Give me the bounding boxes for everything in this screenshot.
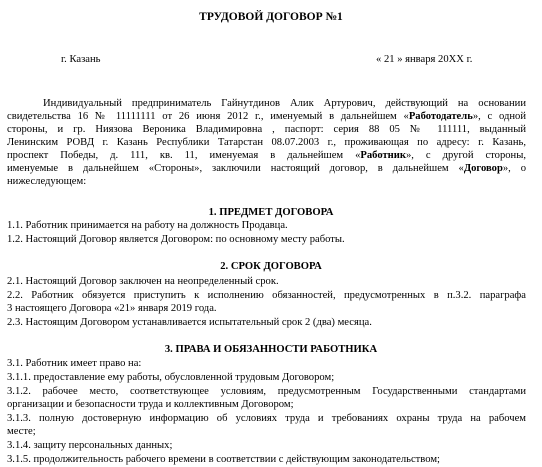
- clause: 2.3. Настоящим Договором устанавливается испытательный срок 2 (два) месяца.: [7, 317, 372, 328]
- clause: 2.1. Настоящий Договор заключен на неопределенный срок.: [7, 276, 279, 287]
- clause: 3.1. Работник имеет право на:: [7, 358, 142, 369]
- employer-term: Работодатель: [408, 111, 473, 122]
- preamble-text: проспект Победы, д. 111, кв. 11, именуемая в дальнейшем «: [7, 150, 361, 161]
- section-heading: 2. СРОК ДОГОВОРА: [220, 261, 322, 272]
- clause: 2.2. Работник обязуется приступить к исполнению обязанностей, предусмотренных в п.3.2. параграфа: [7, 290, 526, 301]
- clause: 1.2. Настоящий Договор является Договором: по основному месту работы.: [7, 234, 345, 245]
- preamble-text: », о: [502, 163, 526, 174]
- preamble-line: [7, 149, 526, 162]
- preamble-line: Ленинским РОВД г. Казань Республики Татарстан 08.07.2003 г., проживающая по адресу: г. Казань,: [7, 137, 526, 148]
- clause: месте;: [7, 426, 36, 437]
- clause: 3 настоящего Договора «21» января 2019 года.: [7, 303, 217, 314]
- preamble-line: [7, 162, 526, 175]
- clause-paragraph: [7, 289, 526, 315]
- preamble-line: Индивидуальный предприниматель Гайнутдинов Алик Артурович, действующий на основании: [43, 98, 526, 109]
- preamble-line: [7, 110, 526, 123]
- clause: 3.1.3. полную достоверную информацию об условиях труда и требованиях охраны труда на рабочем: [7, 413, 526, 424]
- clause-paragraph: [7, 412, 526, 438]
- clause: организации и безопасности труда и коллективным Договором;: [7, 399, 294, 410]
- preamble-paragraph: [7, 97, 526, 188]
- preamble-line: нижеследующем:: [7, 176, 87, 187]
- clause: 3.1.5. продолжительность рабочего времени в соответствии с действующим законодательством;: [7, 454, 440, 465]
- clause-paragraph: [7, 385, 526, 411]
- clause: 3.1.4. защиту персональных данных;: [7, 440, 173, 451]
- preamble-text: именуемые в дальнейшем «Стороны», заключили настоящий договор, в дальнейшем «: [7, 163, 464, 174]
- preamble-text: свидетельства 16 № 11111111 от 26 июня 2012 г., именуемый в дальнейшем «: [7, 111, 409, 122]
- document-date: « 21 » января 20XX г.: [376, 54, 473, 65]
- preamble-text: », с другой стороны,: [406, 150, 526, 161]
- clause: 3.1.1. предоставление ему работы, обусловленной трудовым Договором;: [7, 372, 335, 383]
- document-city: г. Казань: [61, 54, 101, 65]
- section-heading: 3. ПРАВА И ОБЯЗАННОСТИ РАБОТНИКА: [164, 344, 378, 355]
- preamble-text: », с одной: [472, 111, 526, 122]
- document-title: ТРУДОВОЙ ДОГОВОР №1: [199, 11, 343, 23]
- employee-term: Работник: [360, 150, 406, 161]
- clause: 1.1. Работник принимается на работу на должность Продавца.: [7, 220, 288, 231]
- clause: 3.1.2. рабочее место, соответствующее условиям, предусмотренным Государственными стандартами: [7, 386, 526, 397]
- section-heading: 1. ПРЕДМЕТ ДОГОВОРА: [208, 207, 334, 218]
- preamble-line: стороны, и гр. Ниязова Вероника Владимировна , паспорт: серия 88 05 № 111111, выданный: [7, 124, 526, 135]
- contract-term: Договор: [463, 163, 503, 174]
